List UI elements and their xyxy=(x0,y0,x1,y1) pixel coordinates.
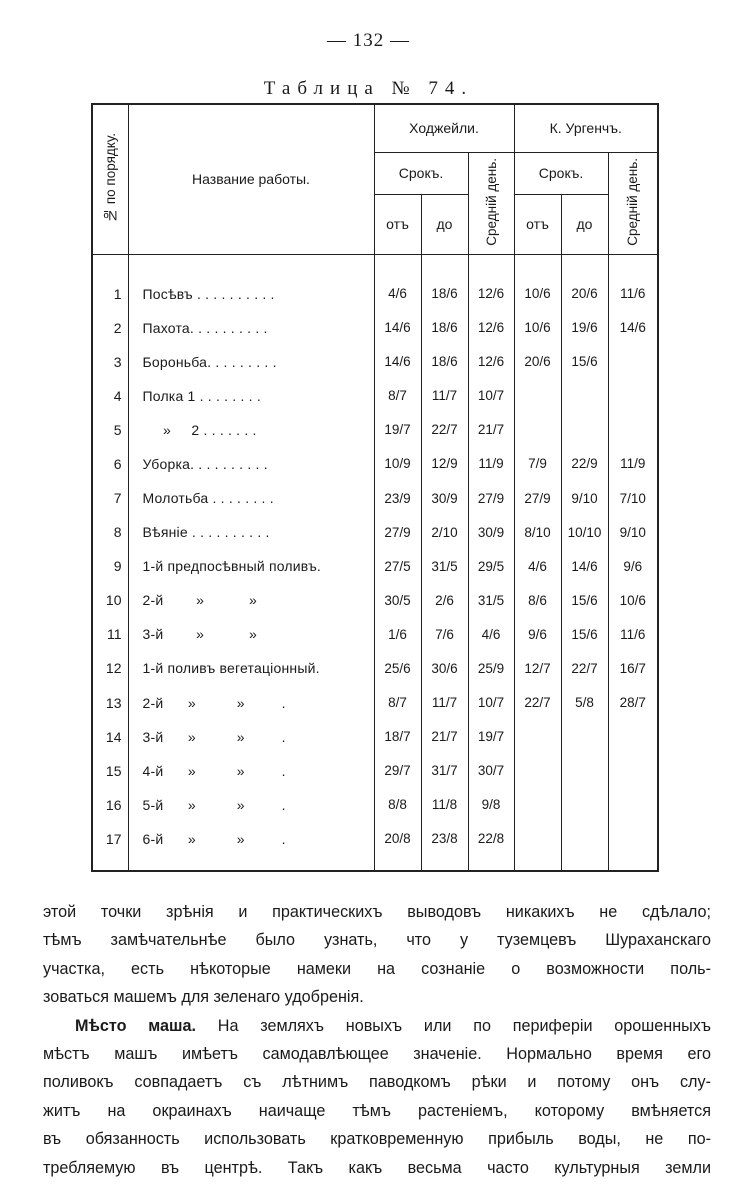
cell-k-urgench-to: 22/9 xyxy=(561,447,608,481)
cell-k-urgench-avg-day xyxy=(608,413,658,447)
cell-row-number: 17 xyxy=(92,822,128,871)
cell-khodzheili-from: 20/8 xyxy=(374,822,421,871)
header-do-k-urgench: до xyxy=(561,194,608,254)
cell-k-urgench-to: 15/6 xyxy=(561,617,608,651)
cell-khodzheili-avg-day: 30/9 xyxy=(468,515,514,549)
cell-row-number: 8 xyxy=(92,515,128,549)
cell-work-name: 5-й » » . xyxy=(128,788,374,822)
cell-khodzheili-avg-day: 29/5 xyxy=(468,549,514,583)
cell-work-name: 4-й » » . xyxy=(128,754,374,788)
cell-work-name: 2-й » » . xyxy=(128,686,374,720)
cell-khodzheili-from: 27/5 xyxy=(374,549,421,583)
cell-row-number: 3 xyxy=(92,345,128,379)
cell-khodzheili-from: 8/8 xyxy=(374,788,421,822)
cell-row-number: 16 xyxy=(92,788,128,822)
work-schedule-table xyxy=(91,103,659,872)
cell-khodzheili-from: 25/6 xyxy=(374,651,421,685)
cell-khodzheili-to: 23/8 xyxy=(421,822,468,871)
table-row xyxy=(92,720,658,754)
cell-k-urgench-avg-day: 7/10 xyxy=(608,481,658,515)
table-row xyxy=(92,345,658,379)
cell-k-urgench-from: 8/6 xyxy=(514,583,561,617)
cell-row-number: 2 xyxy=(92,311,128,345)
cell-k-urgench-to xyxy=(561,720,608,754)
table-row xyxy=(92,481,658,515)
cell-k-urgench-avg-day: 11/9 xyxy=(608,447,658,481)
cell-k-urgench-to xyxy=(561,379,608,413)
header-ot-khodzheili: отъ xyxy=(374,194,421,254)
cell-khodzheili-to: 18/6 xyxy=(421,311,468,345)
cell-k-urgench-from xyxy=(514,413,561,447)
cell-work-name: 3-й » » xyxy=(128,617,374,651)
text-line: поливокъ совпадаетъ съ лѣтнимъ паводкомъ рѣки и потому онъ слу- xyxy=(43,1073,711,1092)
cell-khodzheili-avg-day: 11/9 xyxy=(468,447,514,481)
cell-k-urgench-to: 5/8 xyxy=(561,686,608,720)
cell-khodzheili-from: 8/7 xyxy=(374,379,421,413)
cell-work-name: 1-й поливъ вегетаціонный. xyxy=(128,651,374,685)
paragraph-2-first-line: На земляхъ новыхъ или по периферіи орошенныхъ xyxy=(217,1016,711,1035)
cell-k-urgench-avg-day: 9/6 xyxy=(608,549,658,583)
cell-k-urgench-from: 4/6 xyxy=(514,549,561,583)
cell-k-urgench-avg-day: 28/7 xyxy=(608,686,658,720)
cell-khodzheili-to: 18/6 xyxy=(421,254,468,311)
page-number: — 132 — xyxy=(327,30,410,51)
cell-khodzheili-to: 31/5 xyxy=(421,549,468,583)
cell-row-number: 1 xyxy=(92,254,128,311)
cell-row-number: 6 xyxy=(92,447,128,481)
header-srok-khodzheili: Срокъ. xyxy=(374,152,468,194)
header-do-khodzheili: до xyxy=(421,194,468,254)
cell-k-urgench-from: 12/7 xyxy=(514,651,561,685)
cell-khodzheili-avg-day: 19/7 xyxy=(468,720,514,754)
cell-row-number: 5 xyxy=(92,413,128,447)
header-srok-k-urgench: Срокъ. xyxy=(514,152,608,194)
cell-k-urgench-avg-day xyxy=(608,788,658,822)
cell-k-urgench-avg-day: 9/10 xyxy=(608,515,658,549)
cell-k-urgench-to xyxy=(561,413,608,447)
cell-khodzheili-to: 11/8 xyxy=(421,788,468,822)
cell-row-number: 15 xyxy=(92,754,128,788)
cell-row-number: 7 xyxy=(92,481,128,515)
cell-khodzheili-avg-day: 9/8 xyxy=(468,788,514,822)
cell-work-name: Полка 1 . . . . . . . . xyxy=(128,379,374,413)
text-line: участка, есть нѣкоторые намеки на сознаніе о возможности поль- xyxy=(43,959,711,978)
table-body xyxy=(92,254,658,871)
cell-k-urgench-avg-day: 10/6 xyxy=(608,583,658,617)
table-row xyxy=(92,379,658,413)
cell-k-urgench-avg-day xyxy=(608,345,658,379)
table-row xyxy=(92,822,658,871)
table-row xyxy=(92,754,658,788)
table-row xyxy=(92,549,658,583)
text-line: этой точки зрѣнія и практическихъ выводовъ никакихъ не сдѣлало; xyxy=(43,903,711,921)
cell-khodzheili-to: 7/6 xyxy=(421,617,468,651)
cell-work-name: 2-й » » xyxy=(128,583,374,617)
cell-khodzheili-avg-day: 21/7 xyxy=(468,413,514,447)
cell-work-name: Молотьба . . . . . . . . xyxy=(128,481,374,515)
table-row xyxy=(92,583,658,617)
cell-k-urgench-to: 10/10 xyxy=(561,515,608,549)
text-line: зоваться машемъ для зеленаго удобренія. xyxy=(43,988,364,1007)
table-row xyxy=(92,617,658,651)
body-text xyxy=(43,898,711,1182)
cell-khodzheili-to: 12/9 xyxy=(421,447,468,481)
cell-work-name: Уборка. . . . . . . . . . xyxy=(128,447,374,481)
cell-khodzheili-from: 14/6 xyxy=(374,311,421,345)
table-caption: Таблица № 74. xyxy=(263,78,474,99)
cell-khodzheili-from: 1/6 xyxy=(374,617,421,651)
cell-row-number: 12 xyxy=(92,651,128,685)
cell-khodzheili-to: 30/6 xyxy=(421,651,468,685)
cell-khodzheili-to: 11/7 xyxy=(421,686,468,720)
header-work-name: Название работы. xyxy=(128,104,374,254)
cell-khodzheili-avg-day: 10/7 xyxy=(468,686,514,720)
cell-k-urgench-avg-day: 14/6 xyxy=(608,311,658,345)
cell-khodzheili-from: 4/6 xyxy=(374,254,421,311)
cell-khodzheili-to: 2/10 xyxy=(421,515,468,549)
cell-k-urgench-from: 9/6 xyxy=(514,617,561,651)
cell-khodzheili-from: 23/9 xyxy=(374,481,421,515)
cell-work-name: Посѣвъ . . . . . . . . . . xyxy=(128,254,374,311)
cell-k-urgench-avg-day: 16/7 xyxy=(608,651,658,685)
cell-khodzheili-avg-day: 22/8 xyxy=(468,822,514,871)
text-line: мѣстъ машъ имѣетъ самодавлѣющее значеніе. Нормально время его xyxy=(43,1045,711,1064)
cell-row-number: 4 xyxy=(92,379,128,413)
cell-khodzheili-from: 18/7 xyxy=(374,720,421,754)
table-row xyxy=(92,413,658,447)
cell-k-urgench-from xyxy=(514,379,561,413)
table-row xyxy=(92,447,658,481)
cell-k-urgench-from: 10/6 xyxy=(514,311,561,345)
cell-work-name: Бороньба. . . . . . . . . xyxy=(128,345,374,379)
cell-khodzheili-to: 2/6 xyxy=(421,583,468,617)
cell-k-urgench-from xyxy=(514,754,561,788)
cell-khodzheili-avg-day: 4/6 xyxy=(468,617,514,651)
cell-k-urgench-to: 15/6 xyxy=(561,583,608,617)
cell-khodzheili-from: 19/7 xyxy=(374,413,421,447)
header-avg-k-urgench: Средній день. xyxy=(608,152,658,254)
table-row xyxy=(92,686,658,720)
header-khodzheili: Ходжейли. xyxy=(374,104,514,152)
cell-khodzheili-from: 27/9 xyxy=(374,515,421,549)
cell-khodzheili-from: 30/5 xyxy=(374,583,421,617)
text-line: въ обязанность использовать кратковременную прибыль воды, не по- xyxy=(43,1130,711,1149)
table-row xyxy=(92,788,658,822)
cell-k-urgench-to xyxy=(561,788,608,822)
paragraph-1 xyxy=(43,898,711,1012)
cell-k-urgench-from xyxy=(514,720,561,754)
cell-khodzheili-to: 31/7 xyxy=(421,754,468,788)
cell-k-urgench-to: 14/6 xyxy=(561,549,608,583)
table-row xyxy=(92,311,658,345)
cell-k-urgench-to: 19/6 xyxy=(561,311,608,345)
cell-khodzheili-avg-day: 31/5 xyxy=(468,583,514,617)
cell-khodzheili-to: 11/7 xyxy=(421,379,468,413)
cell-khodzheili-to: 30/9 xyxy=(421,481,468,515)
text-line: требляемую въ центрѣ. Такъ какъ весьма часто культурныя земли xyxy=(43,1158,711,1177)
cell-work-name: Пахота. . . . . . . . . . xyxy=(128,311,374,345)
cell-khodzheili-avg-day: 12/6 xyxy=(468,345,514,379)
cell-k-urgench-to: 15/6 xyxy=(561,345,608,379)
cell-k-urgench-from xyxy=(514,822,561,871)
header-number: № по порядку. xyxy=(92,104,128,254)
text-line: житъ на окраинахъ наичаще тѣмъ растеніемъ, которому вмѣняется xyxy=(43,1101,711,1120)
cell-k-urgench-from: 8/10 xyxy=(514,515,561,549)
text-line xyxy=(43,1012,711,1040)
cell-khodzheili-from: 29/7 xyxy=(374,754,421,788)
cell-k-urgench-from: 22/7 xyxy=(514,686,561,720)
cell-row-number: 14 xyxy=(92,720,128,754)
cell-k-urgench-avg-day xyxy=(608,822,658,871)
cell-row-number: 13 xyxy=(92,686,128,720)
cell-k-urgench-avg-day xyxy=(608,379,658,413)
text-line: тѣмъ замѣчательнѣе было узнать, что у туземцевъ Шураханскаго xyxy=(43,931,711,950)
cell-khodzheili-avg-day: 10/7 xyxy=(468,379,514,413)
cell-khodzheili-to: 21/7 xyxy=(421,720,468,754)
cell-khodzheili-avg-day: 30/7 xyxy=(468,754,514,788)
header-ot-k-urgench: отъ xyxy=(514,194,561,254)
table-row xyxy=(92,254,658,311)
cell-khodzheili-from: 10/9 xyxy=(374,447,421,481)
cell-k-urgench-avg-day xyxy=(608,754,658,788)
cell-k-urgench-avg-day: 11/6 xyxy=(608,254,658,311)
cell-k-urgench-to xyxy=(561,754,608,788)
cell-row-number: 10 xyxy=(92,583,128,617)
cell-khodzheili-to: 18/6 xyxy=(421,345,468,379)
header-k-urgench: К. Ургенчъ. xyxy=(514,104,658,152)
cell-k-urgench-avg-day xyxy=(608,720,658,754)
cell-k-urgench-to xyxy=(561,822,608,871)
cell-k-urgench-avg-day: 11/6 xyxy=(608,617,658,651)
cell-khodzheili-to: 22/7 xyxy=(421,413,468,447)
cell-row-number: 9 xyxy=(92,549,128,583)
cell-k-urgench-from: 7/9 xyxy=(514,447,561,481)
cell-khodzheili-from: 14/6 xyxy=(374,345,421,379)
cell-k-urgench-from: 10/6 xyxy=(514,254,561,311)
table-row xyxy=(92,651,658,685)
cell-k-urgench-from xyxy=(514,788,561,822)
cell-khodzheili-from: 8/7 xyxy=(374,686,421,720)
cell-k-urgench-from: 20/6 xyxy=(514,345,561,379)
cell-work-name: Вѣяніе . . . . . . . . . . xyxy=(128,515,374,549)
cell-k-urgench-to: 9/10 xyxy=(561,481,608,515)
section-heading: Мѣсто маша. xyxy=(75,1016,196,1035)
cell-khodzheili-avg-day: 12/6 xyxy=(468,254,514,311)
cell-k-urgench-to: 22/7 xyxy=(561,651,608,685)
cell-khodzheili-avg-day: 25/9 xyxy=(468,651,514,685)
cell-khodzheili-avg-day: 27/9 xyxy=(468,481,514,515)
cell-k-urgench-from: 27/9 xyxy=(514,481,561,515)
cell-work-name: 6-й » » . xyxy=(128,822,374,871)
cell-work-name: 3-й » » . xyxy=(128,720,374,754)
cell-row-number: 11 xyxy=(92,617,128,651)
cell-k-urgench-to: 20/6 xyxy=(561,254,608,311)
header-avg-khodzheili: Средній день. xyxy=(468,152,514,254)
table-header xyxy=(92,104,658,254)
table-row xyxy=(92,515,658,549)
cell-khodzheili-avg-day: 12/6 xyxy=(468,311,514,345)
cell-work-name: 1-й предпосѣвный поливъ. xyxy=(128,549,374,583)
paragraph-2 xyxy=(43,1012,711,1182)
cell-work-name: » 2 . . . . . . . xyxy=(128,413,374,447)
